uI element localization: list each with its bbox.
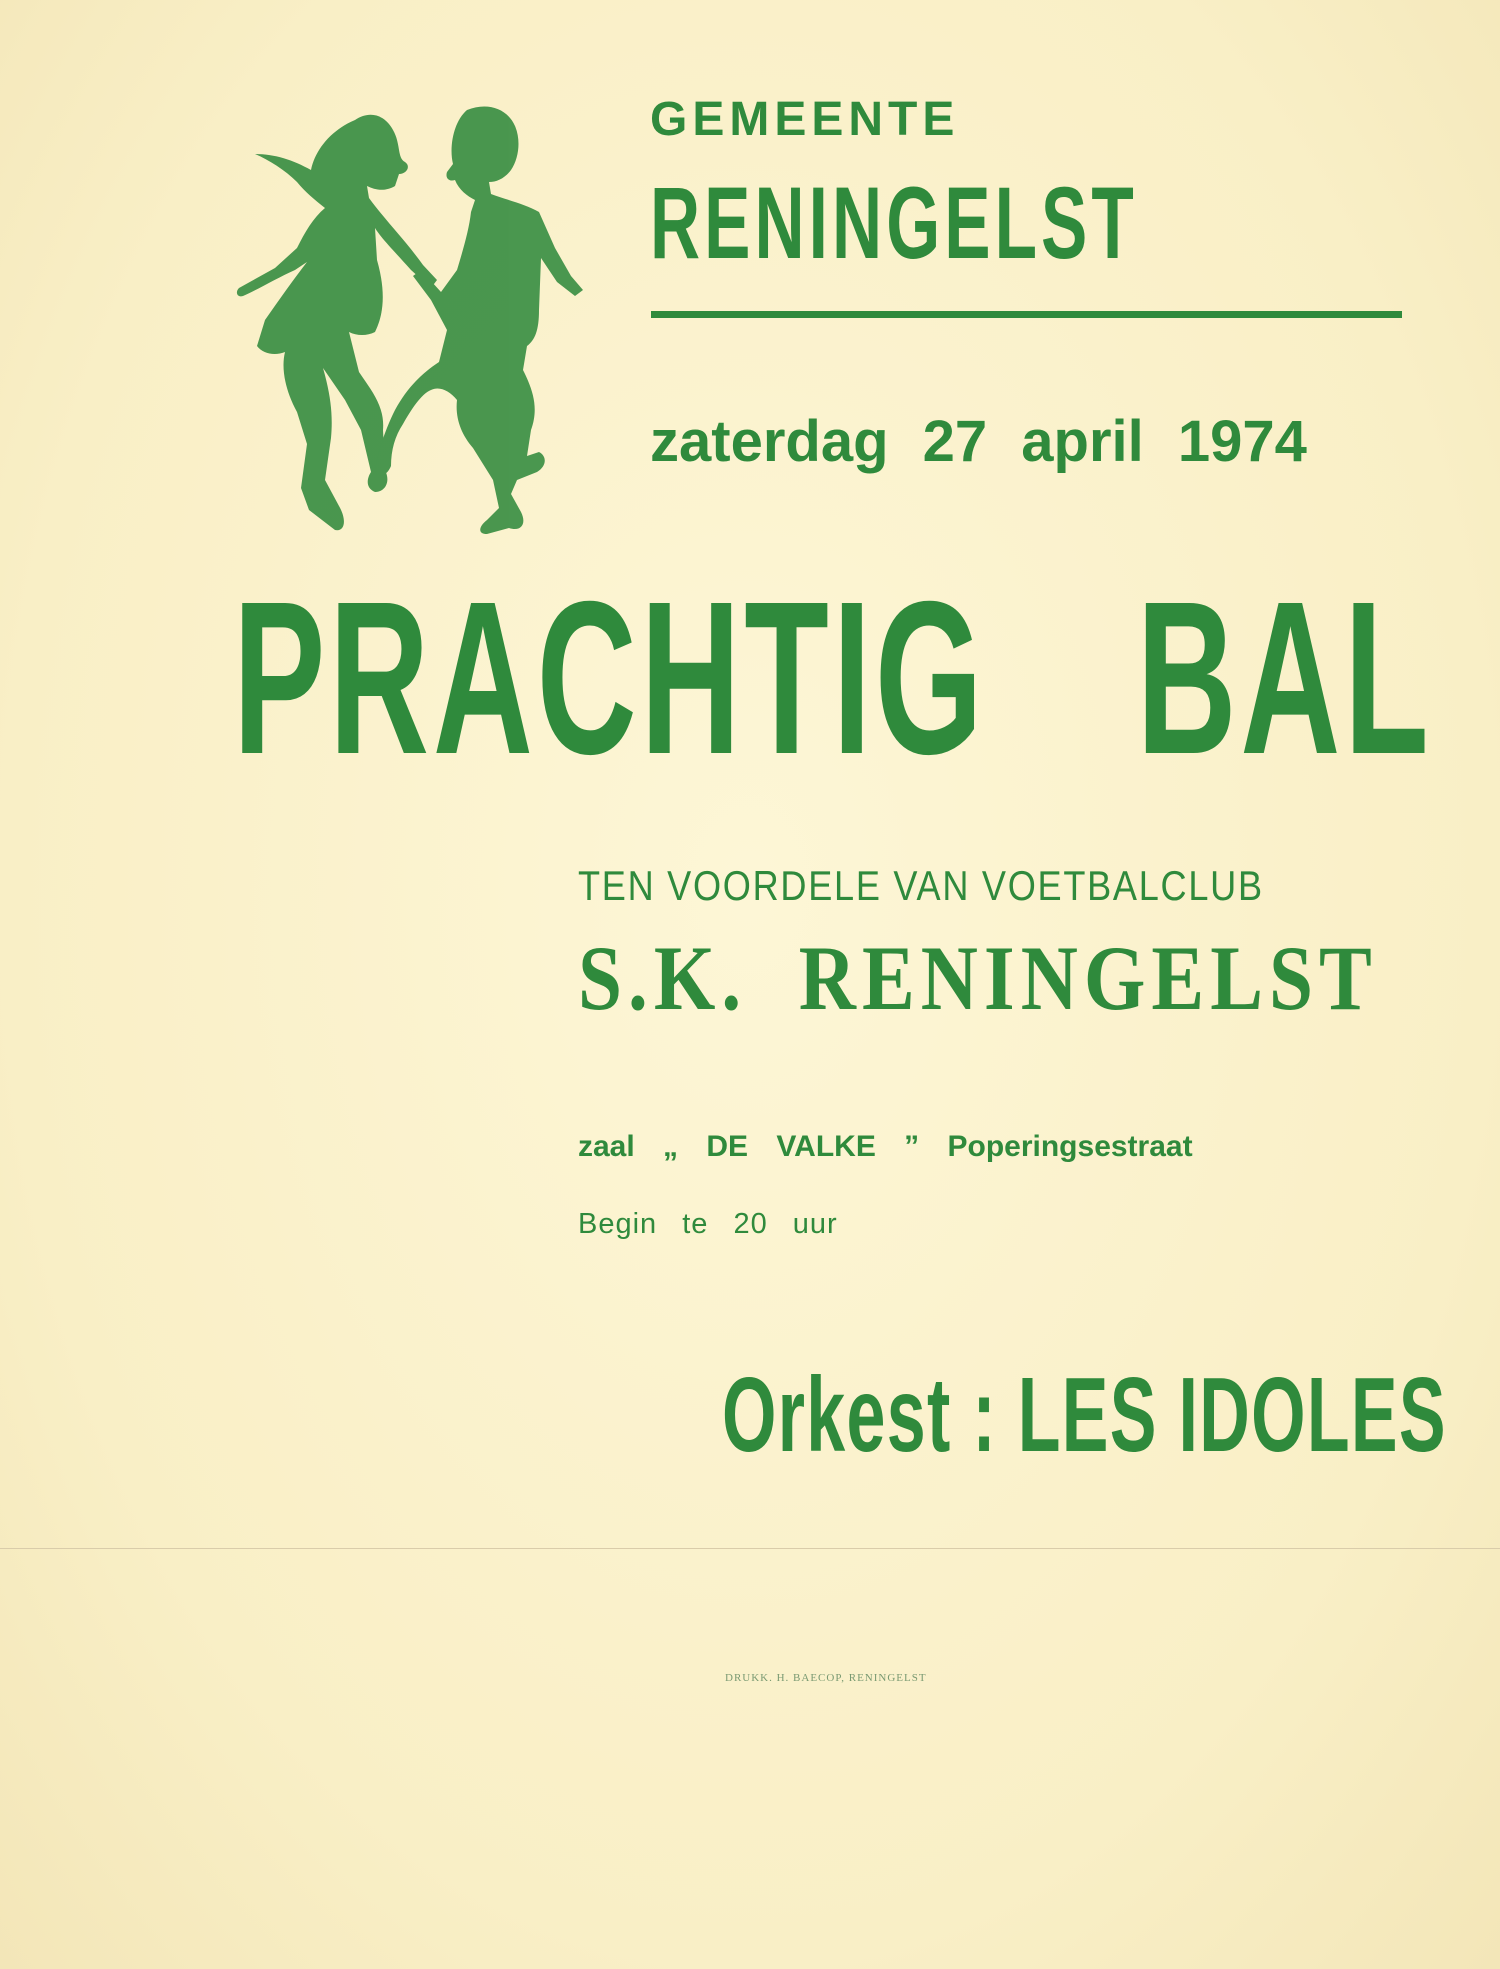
dancing-couple-illustration: [235, 100, 595, 555]
benefit-line: TEN VOORDELE VAN VOETBALCLUB: [578, 862, 1264, 909]
event-date: zaterdag 27 april 1974: [650, 409, 1307, 474]
start-time: Begin te 20 uur: [578, 1208, 838, 1240]
club-name: S.K. RENINGELST: [578, 927, 1378, 1029]
event-title: PRACHTIG BAL: [233, 557, 1433, 800]
town-name: RENINGELST: [650, 166, 1138, 280]
venue-line: zaal „ DE VALKE ” Poperingsestraat: [578, 1130, 1193, 1163]
printer-credit: DRUKK. H. BAECOP, RENINGELST: [725, 1672, 927, 1684]
municipality-label: GEMEENTE: [650, 93, 960, 146]
girl-silhouette: [237, 115, 437, 530]
band-line: Orkest : LES IDOLES: [722, 1356, 1447, 1474]
paper-fold-line: [0, 1548, 1500, 1549]
header-divider: [651, 311, 1402, 318]
